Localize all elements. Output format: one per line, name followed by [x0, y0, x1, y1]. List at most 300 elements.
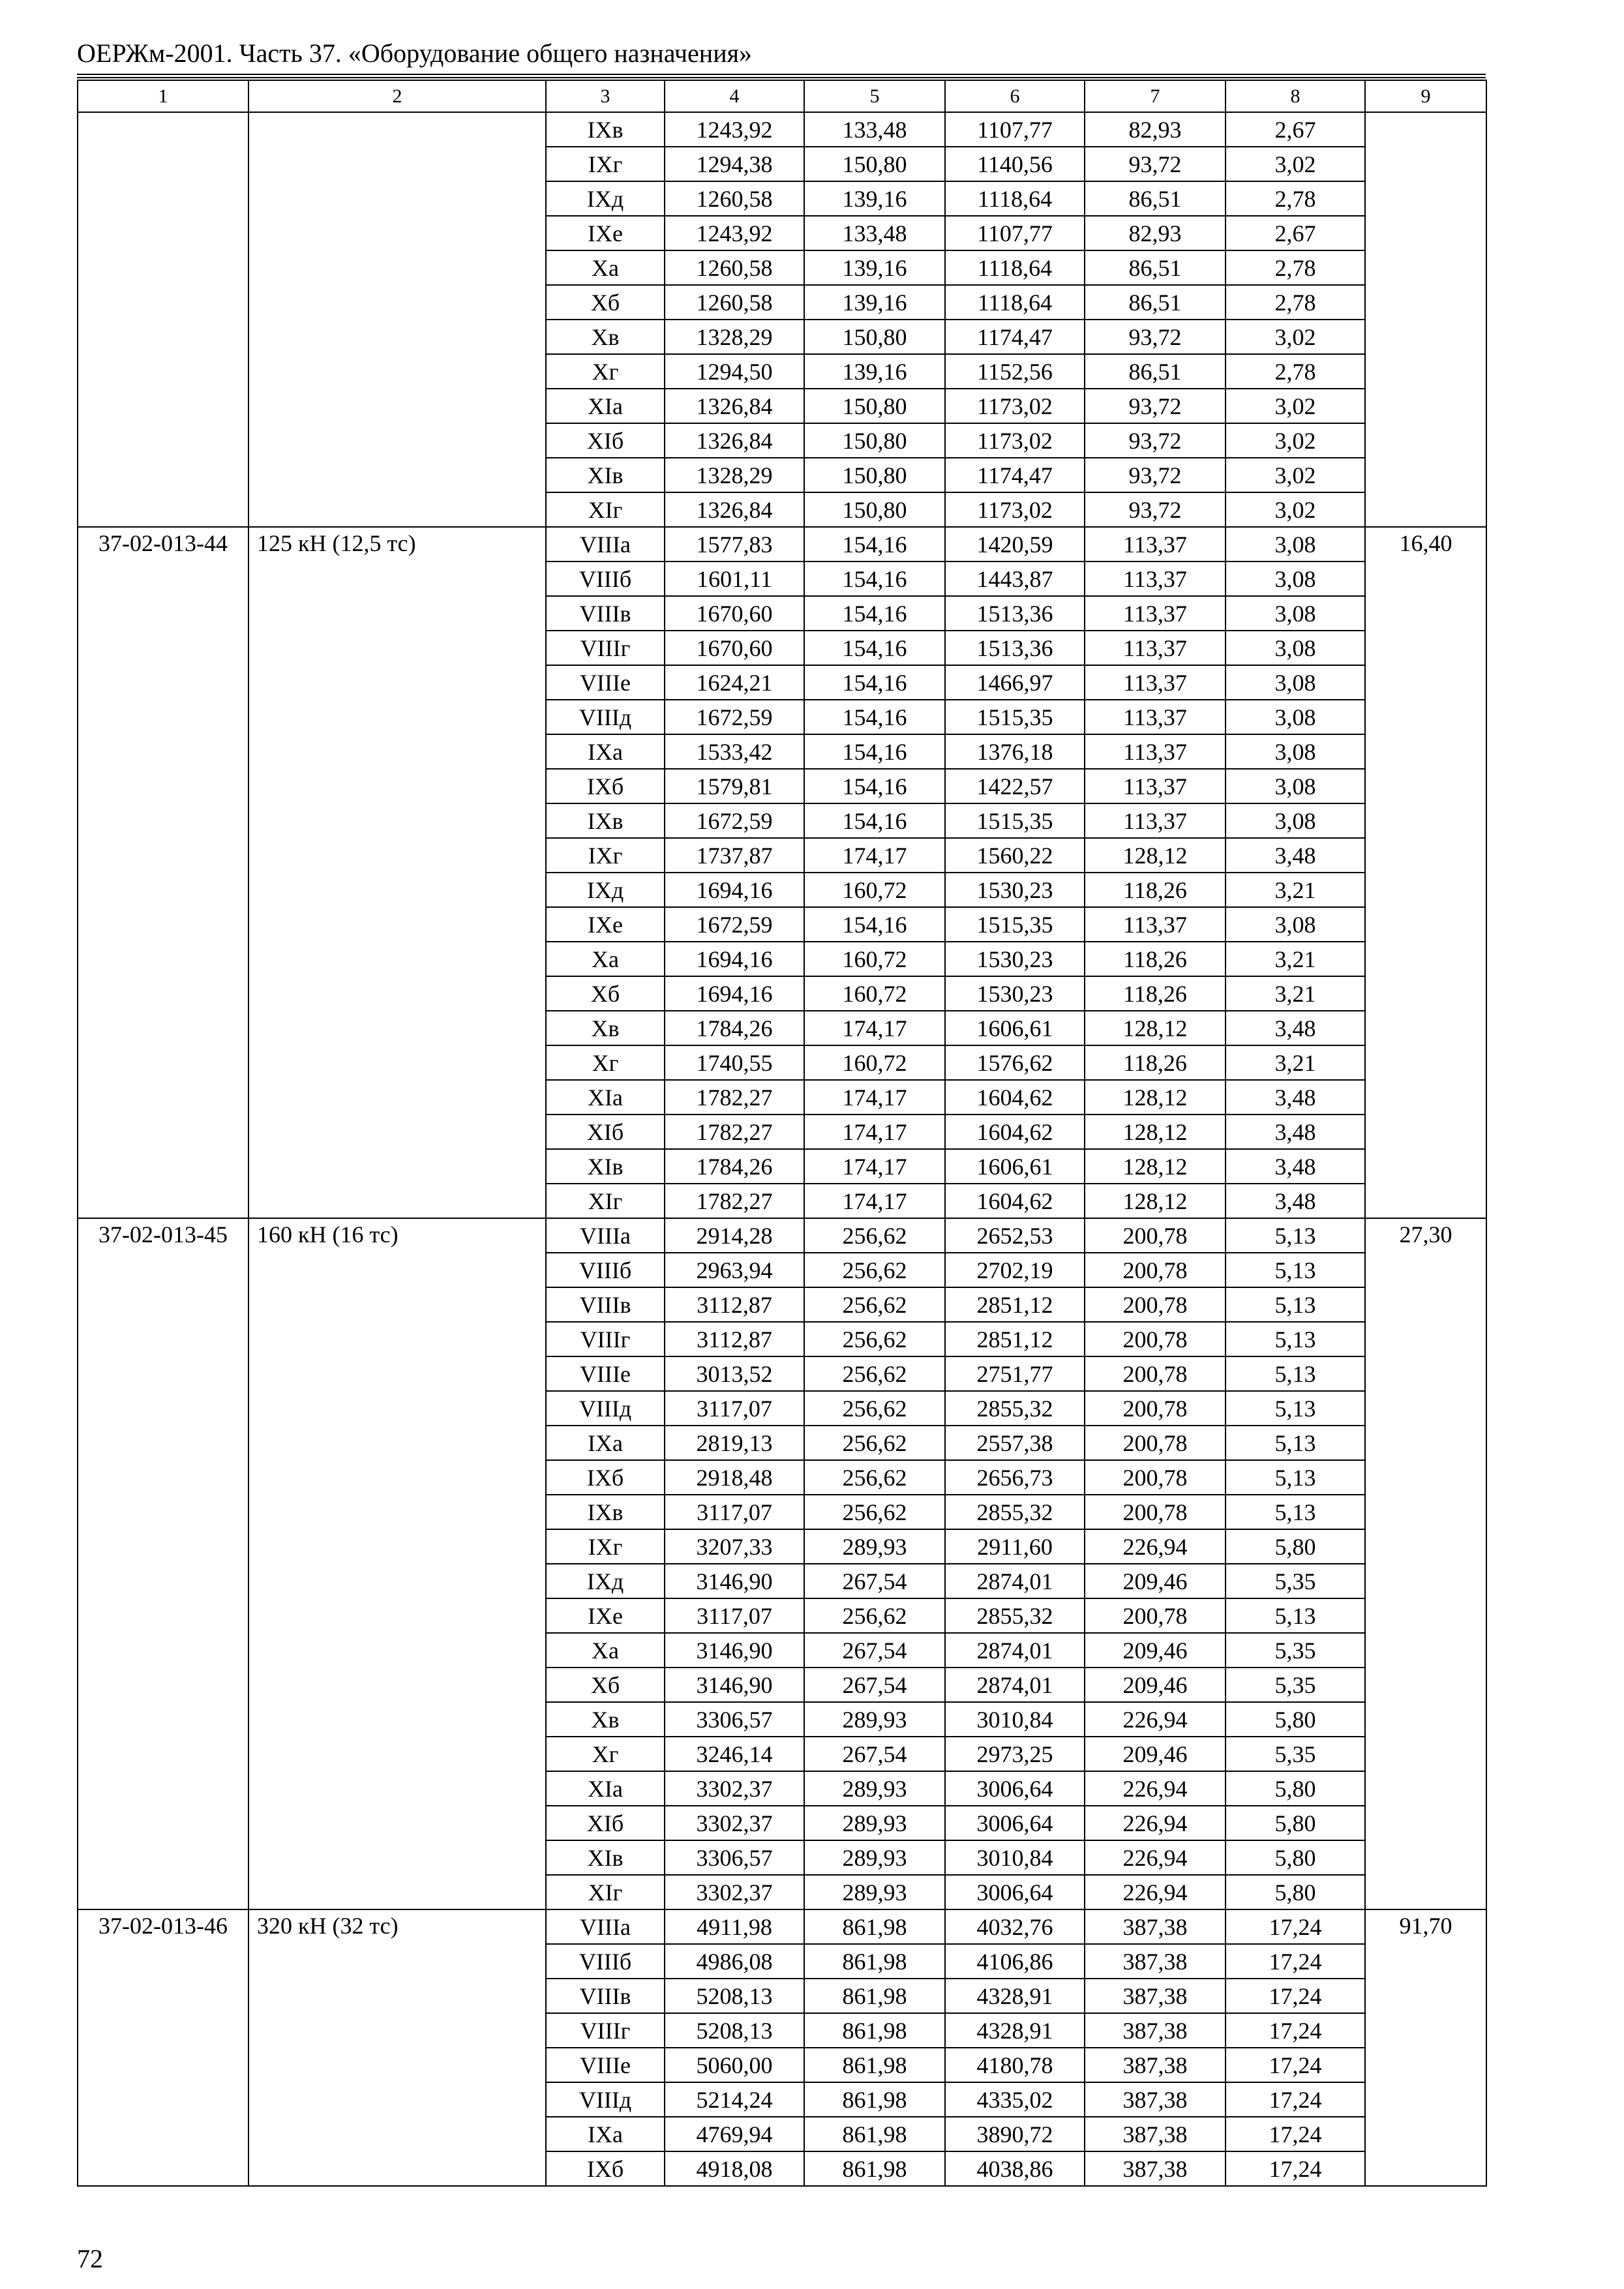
rate-code: 37-02-013-44	[78, 527, 248, 1218]
cell-materials: 5,13	[1226, 1495, 1365, 1529]
cell-drivers: 209,46	[1085, 1633, 1226, 1668]
rate-code: 37-02-013-45	[78, 1218, 248, 1909]
cell-drivers: 113,37	[1085, 769, 1226, 803]
cell-labor: 154,16	[804, 769, 945, 803]
cell-total: 4918,08	[665, 2151, 804, 2186]
cell-machines: 4106,86	[945, 1944, 1085, 1979]
cell-machines: 3890,72	[945, 2117, 1085, 2151]
cell-materials: 3,48	[1226, 1011, 1365, 1045]
table-row	[78, 1909, 1486, 1944]
cell-machines: 1604,62	[945, 1115, 1085, 1149]
cell-materials: 2,67	[1226, 112, 1365, 147]
cell-zone: XIа	[546, 1080, 665, 1115]
cell-machines: 4038,86	[945, 2151, 1085, 2186]
cell-drivers: 200,78	[1085, 1253, 1226, 1287]
cell-materials: 2,78	[1226, 354, 1365, 389]
cell-zone: IXд	[546, 1564, 665, 1598]
cell-machines: 2855,32	[945, 1391, 1085, 1426]
cell-zone: Xг	[546, 1045, 665, 1080]
rate-weight: 91,70	[1365, 1909, 1486, 2186]
cell-materials: 3,08	[1226, 596, 1365, 631]
cell-total: 3146,90	[665, 1668, 804, 1702]
cell-drivers: 226,94	[1085, 1875, 1226, 1909]
cell-zone: IXа	[546, 734, 665, 769]
cell-labor: 256,62	[804, 1356, 945, 1391]
cell-total: 3302,37	[665, 1806, 804, 1840]
cell-total: 1782,27	[665, 1080, 804, 1115]
cell-total: 3246,14	[665, 1737, 804, 1771]
cell-labor: 256,62	[804, 1391, 945, 1426]
cell-drivers: 200,78	[1085, 1322, 1226, 1356]
cell-machines: 3006,64	[945, 1806, 1085, 1840]
cell-machines: 1422,57	[945, 769, 1085, 803]
cell-drivers: 113,37	[1085, 665, 1226, 700]
cell-total: 3302,37	[665, 1875, 804, 1909]
cell-total: 2963,94	[665, 1253, 804, 1287]
cell-drivers: 387,38	[1085, 2117, 1226, 2151]
cell-zone: Xб	[546, 1668, 665, 1702]
cell-zone: XIа	[546, 1771, 665, 1806]
cell-labor: 154,16	[804, 665, 945, 700]
cell-total: 1579,81	[665, 769, 804, 803]
cell-machines: 1576,62	[945, 1045, 1085, 1080]
cell-materials: 3,21	[1226, 1045, 1365, 1080]
cell-zone: IXв	[546, 803, 665, 838]
cell-labor: 154,16	[804, 561, 945, 596]
cell-drivers: 387,38	[1085, 2048, 1226, 2082]
cell-materials: 3,02	[1226, 492, 1365, 527]
table-row	[78, 112, 1486, 147]
cell-drivers: 118,26	[1085, 942, 1226, 976]
cell-machines: 1140,56	[945, 147, 1085, 181]
cell-labor: 256,62	[804, 1287, 945, 1322]
cell-labor: 160,72	[804, 873, 945, 907]
column-number-6: 6	[945, 80, 1085, 112]
cell-machines: 2855,32	[945, 1495, 1085, 1529]
cell-labor: 861,98	[804, 2013, 945, 2048]
cell-total: 1670,60	[665, 631, 804, 665]
cell-drivers: 387,38	[1085, 1979, 1226, 2013]
cell-labor: 256,62	[804, 1322, 945, 1356]
cell-materials: 3,48	[1226, 838, 1365, 873]
cell-drivers: 209,46	[1085, 1564, 1226, 1598]
cell-labor: 174,17	[804, 1011, 945, 1045]
cell-machines: 2874,01	[945, 1564, 1085, 1598]
cell-labor: 256,62	[804, 1253, 945, 1287]
cell-machines: 1515,35	[945, 803, 1085, 838]
cell-zone: Xа	[546, 1633, 665, 1668]
cell-zone: Xг	[546, 1737, 665, 1771]
cell-materials: 3,21	[1226, 873, 1365, 907]
cell-zone: VIIIа	[546, 1909, 665, 1944]
cell-zone: VIIIе	[546, 665, 665, 700]
cell-labor: 139,16	[804, 181, 945, 216]
cell-labor: 174,17	[804, 1115, 945, 1149]
cell-drivers: 113,37	[1085, 803, 1226, 838]
cell-drivers: 226,94	[1085, 1806, 1226, 1840]
cell-labor: 861,98	[804, 2048, 945, 2082]
cell-zone: IXд	[546, 873, 665, 907]
column-number-1: 1	[78, 80, 248, 112]
cell-drivers: 128,12	[1085, 1080, 1226, 1115]
cell-machines: 4328,91	[945, 1979, 1085, 2013]
cell-labor: 160,72	[804, 942, 945, 976]
cell-machines: 1173,02	[945, 492, 1085, 527]
cell-zone: XIв	[546, 458, 665, 492]
cell-zone: Xв	[546, 1702, 665, 1737]
cell-zone: XIв	[546, 1840, 665, 1875]
cell-machines: 4180,78	[945, 2048, 1085, 2082]
cell-labor: 174,17	[804, 1080, 945, 1115]
cell-materials: 3,02	[1226, 389, 1365, 423]
cell-total: 1737,87	[665, 838, 804, 873]
cell-materials: 3,08	[1226, 700, 1365, 734]
cell-drivers: 128,12	[1085, 1011, 1226, 1045]
cell-materials: 3,08	[1226, 665, 1365, 700]
cell-labor: 267,54	[804, 1564, 945, 1598]
cell-total: 5214,24	[665, 2082, 804, 2117]
cell-total: 1260,58	[665, 250, 804, 285]
cell-zone: VIIIв	[546, 1979, 665, 2013]
cell-drivers: 82,93	[1085, 216, 1226, 250]
cell-total: 1784,26	[665, 1011, 804, 1045]
cell-labor: 289,93	[804, 1840, 945, 1875]
cell-labor: 267,54	[804, 1668, 945, 1702]
cell-labor: 139,16	[804, 250, 945, 285]
cell-materials: 3,48	[1226, 1080, 1365, 1115]
cell-total: 1294,50	[665, 354, 804, 389]
cell-total: 1243,92	[665, 112, 804, 147]
cell-zone: VIIIб	[546, 561, 665, 596]
cell-materials: 5,80	[1226, 1702, 1365, 1737]
cell-total: 3117,07	[665, 1495, 804, 1529]
cell-machines: 2973,25	[945, 1737, 1085, 1771]
cell-labor: 150,80	[804, 423, 945, 458]
rate-name: 125 кН (12,5 тс)	[248, 527, 546, 1218]
cell-machines: 1530,23	[945, 873, 1085, 907]
cell-materials: 5,13	[1226, 1356, 1365, 1391]
rate-name: 320 кН (32 тс)	[248, 1909, 546, 2186]
cell-drivers: 113,37	[1085, 907, 1226, 942]
cell-drivers: 93,72	[1085, 423, 1226, 458]
cell-machines: 1513,36	[945, 631, 1085, 665]
cell-labor: 289,93	[804, 1702, 945, 1737]
cell-total: 1601,11	[665, 561, 804, 596]
cell-zone: IXд	[546, 181, 665, 216]
cell-zone: VIIIе	[546, 2048, 665, 2082]
cell-materials: 5,80	[1226, 1840, 1365, 1875]
cell-zone: VIIIг	[546, 631, 665, 665]
cell-zone: IXг	[546, 1529, 665, 1564]
rate-code	[78, 112, 248, 527]
cell-materials: 3,08	[1226, 769, 1365, 803]
cell-labor: 256,62	[804, 1426, 945, 1460]
cell-total: 2914,28	[665, 1218, 804, 1253]
cell-labor: 256,62	[804, 1495, 945, 1529]
cell-machines: 2874,01	[945, 1633, 1085, 1668]
rate-weight: 27,30	[1365, 1218, 1486, 1909]
cell-drivers: 82,93	[1085, 112, 1226, 147]
cell-total: 1672,59	[665, 907, 804, 942]
cell-labor: 174,17	[804, 838, 945, 873]
cell-drivers: 113,37	[1085, 527, 1226, 561]
cell-drivers: 86,51	[1085, 181, 1226, 216]
header-rule-top	[77, 74, 1486, 75]
cell-machines: 2855,32	[945, 1598, 1085, 1633]
cell-drivers: 209,46	[1085, 1668, 1226, 1702]
cell-materials: 3,08	[1226, 527, 1365, 561]
cell-materials: 5,13	[1226, 1287, 1365, 1322]
table-row	[78, 1218, 1486, 1253]
cell-zone: IXв	[546, 112, 665, 147]
cell-drivers: 128,12	[1085, 838, 1226, 873]
cell-drivers: 86,51	[1085, 354, 1226, 389]
cell-labor: 139,16	[804, 285, 945, 320]
cell-drivers: 226,94	[1085, 1529, 1226, 1564]
cell-labor: 861,98	[804, 1909, 945, 1944]
cell-materials: 3,02	[1226, 147, 1365, 181]
cell-total: 1784,26	[665, 1149, 804, 1184]
cell-total: 1782,27	[665, 1184, 804, 1218]
cell-machines: 1118,64	[945, 181, 1085, 216]
cell-total: 3306,57	[665, 1702, 804, 1737]
cell-materials: 5,13	[1226, 1426, 1365, 1460]
cell-labor: 861,98	[804, 2117, 945, 2151]
cell-materials: 17,24	[1226, 2013, 1365, 2048]
cell-machines: 2851,12	[945, 1322, 1085, 1356]
cell-total: 2918,48	[665, 1460, 804, 1495]
cell-zone: Xа	[546, 250, 665, 285]
cell-machines: 1466,97	[945, 665, 1085, 700]
rate-code: 37-02-013-46	[78, 1909, 248, 2186]
cell-materials: 3,02	[1226, 458, 1365, 492]
cell-machines: 1107,77	[945, 112, 1085, 147]
cell-materials: 17,24	[1226, 1909, 1365, 1944]
cell-machines: 1174,47	[945, 320, 1085, 354]
cell-drivers: 387,38	[1085, 2082, 1226, 2117]
cell-zone: IXг	[546, 838, 665, 873]
cell-total: 3112,87	[665, 1287, 804, 1322]
cell-drivers: 387,38	[1085, 1909, 1226, 1944]
cell-labor: 861,98	[804, 2082, 945, 2117]
cell-zone: IXа	[546, 1426, 665, 1460]
cell-drivers: 93,72	[1085, 492, 1226, 527]
cell-materials: 5,13	[1226, 1322, 1365, 1356]
cell-materials: 5,35	[1226, 1737, 1365, 1771]
cell-machines: 2656,73	[945, 1460, 1085, 1495]
cell-zone: VIIIв	[546, 596, 665, 631]
cell-machines: 1118,64	[945, 250, 1085, 285]
cell-labor: 150,80	[804, 147, 945, 181]
cell-machines: 1560,22	[945, 838, 1085, 873]
cell-labor: 256,62	[804, 1218, 945, 1253]
cell-labor: 154,16	[804, 803, 945, 838]
cell-drivers: 113,37	[1085, 561, 1226, 596]
cell-labor: 154,16	[804, 631, 945, 665]
cell-materials: 17,24	[1226, 1944, 1365, 1979]
cell-drivers: 113,37	[1085, 631, 1226, 665]
cell-labor: 256,62	[804, 1598, 945, 1633]
page-header-title: ОЕРЖм-2001. Часть 37. «Оборудование общего назначения»	[77, 38, 752, 68]
cell-materials: 3,08	[1226, 734, 1365, 769]
cell-total: 3112,87	[665, 1322, 804, 1356]
cell-zone: Xв	[546, 1011, 665, 1045]
cell-drivers: 118,26	[1085, 1045, 1226, 1080]
cell-machines: 1376,18	[945, 734, 1085, 769]
cell-zone: IXв	[546, 1495, 665, 1529]
cell-materials: 2,78	[1226, 181, 1365, 216]
cell-labor: 150,80	[804, 389, 945, 423]
column-number-4: 4	[665, 80, 804, 112]
cell-materials: 5,35	[1226, 1668, 1365, 1702]
cell-labor: 154,16	[804, 527, 945, 561]
cell-drivers: 128,12	[1085, 1115, 1226, 1149]
cell-zone: IXе	[546, 907, 665, 942]
rates-table	[77, 80, 1487, 2187]
cell-labor: 154,16	[804, 596, 945, 631]
cell-machines: 1152,56	[945, 354, 1085, 389]
cell-labor: 150,80	[804, 492, 945, 527]
cell-zone: Xг	[546, 354, 665, 389]
cell-machines: 1606,61	[945, 1149, 1085, 1184]
cell-zone: Xв	[546, 320, 665, 354]
cell-total: 1694,16	[665, 942, 804, 976]
cell-total: 1326,84	[665, 389, 804, 423]
cell-zone: IXб	[546, 1460, 665, 1495]
cell-labor: 139,16	[804, 354, 945, 389]
cell-machines: 2702,19	[945, 1253, 1085, 1287]
cell-labor: 289,93	[804, 1771, 945, 1806]
cell-zone: VIIIд	[546, 700, 665, 734]
cell-labor: 289,93	[804, 1875, 945, 1909]
cell-materials: 3,08	[1226, 907, 1365, 942]
cell-materials: 3,21	[1226, 942, 1365, 976]
cell-machines: 4032,76	[945, 1909, 1085, 1944]
cell-drivers: 209,46	[1085, 1737, 1226, 1771]
rate-weight: 16,40	[1365, 527, 1486, 1218]
cell-labor: 154,16	[804, 734, 945, 769]
cell-machines: 1420,59	[945, 527, 1085, 561]
cell-labor: 861,98	[804, 2151, 945, 2186]
cell-labor: 289,93	[804, 1529, 945, 1564]
cell-materials: 3,02	[1226, 320, 1365, 354]
table-row	[78, 527, 1486, 561]
cell-machines: 1443,87	[945, 561, 1085, 596]
cell-total: 3117,07	[665, 1391, 804, 1426]
cell-machines: 1604,62	[945, 1080, 1085, 1115]
cell-drivers: 113,37	[1085, 734, 1226, 769]
cell-labor: 256,62	[804, 1460, 945, 1495]
cell-labor: 150,80	[804, 458, 945, 492]
cell-total: 3013,52	[665, 1356, 804, 1391]
cell-materials: 17,24	[1226, 2151, 1365, 2186]
cell-total: 1243,92	[665, 216, 804, 250]
cell-zone: VIIIб	[546, 1253, 665, 1287]
cell-machines: 1530,23	[945, 942, 1085, 976]
cell-zone: VIIIг	[546, 2013, 665, 2048]
column-number-3: 3	[546, 80, 665, 112]
cell-materials: 17,24	[1226, 2048, 1365, 2082]
cell-labor: 133,48	[804, 112, 945, 147]
cell-zone: VIIIв	[546, 1287, 665, 1322]
cell-drivers: 200,78	[1085, 1426, 1226, 1460]
cell-labor: 861,98	[804, 1944, 945, 1979]
rate-name: 160 кН (16 тс)	[248, 1218, 546, 1909]
cell-machines: 2557,38	[945, 1426, 1085, 1460]
cell-materials: 17,24	[1226, 2082, 1365, 2117]
cell-machines: 1107,77	[945, 216, 1085, 250]
cell-zone: Xа	[546, 942, 665, 976]
cell-drivers: 86,51	[1085, 285, 1226, 320]
cell-drivers: 200,78	[1085, 1218, 1226, 1253]
cell-machines: 4335,02	[945, 2082, 1085, 2117]
cell-zone: XIб	[546, 423, 665, 458]
cell-total: 4769,94	[665, 2117, 804, 2151]
rate-weight	[1365, 112, 1486, 527]
cell-labor: 267,54	[804, 1633, 945, 1668]
cell-zone: XIв	[546, 1149, 665, 1184]
cell-materials: 5,35	[1226, 1633, 1365, 1668]
cell-zone: VIIIд	[546, 2082, 665, 2117]
cell-machines: 1118,64	[945, 285, 1085, 320]
cell-machines: 1606,61	[945, 1011, 1085, 1045]
cell-machines: 2911,60	[945, 1529, 1085, 1564]
cell-machines: 4328,91	[945, 2013, 1085, 2048]
cell-zone: VIIIг	[546, 1322, 665, 1356]
cell-zone: XIг	[546, 1184, 665, 1218]
cell-zone: VIIIа	[546, 1218, 665, 1253]
cell-total: 3146,90	[665, 1633, 804, 1668]
cell-drivers: 200,78	[1085, 1356, 1226, 1391]
cell-drivers: 200,78	[1085, 1287, 1226, 1322]
cell-total: 3146,90	[665, 1564, 804, 1598]
cell-labor: 133,48	[804, 216, 945, 250]
column-number-2: 2	[248, 80, 546, 112]
cell-total: 1294,38	[665, 147, 804, 181]
cell-total: 5208,13	[665, 1979, 804, 2013]
cell-labor: 289,93	[804, 1806, 945, 1840]
cell-zone: VIIIа	[546, 527, 665, 561]
cell-materials: 3,08	[1226, 803, 1365, 838]
cell-materials: 5,13	[1226, 1460, 1365, 1495]
cell-materials: 5,13	[1226, 1218, 1365, 1253]
cell-labor: 174,17	[804, 1149, 945, 1184]
cell-total: 1577,83	[665, 527, 804, 561]
cell-materials: 5,13	[1226, 1598, 1365, 1633]
cell-zone: VIIIб	[546, 1944, 665, 1979]
cell-drivers: 200,78	[1085, 1495, 1226, 1529]
cell-total: 5208,13	[665, 2013, 804, 2048]
cell-materials: 3,08	[1226, 561, 1365, 596]
cell-zone: XIб	[546, 1806, 665, 1840]
cell-total: 1672,59	[665, 803, 804, 838]
cell-machines: 1515,35	[945, 907, 1085, 942]
cell-total: 1328,29	[665, 320, 804, 354]
cell-materials: 5,13	[1226, 1253, 1365, 1287]
cell-materials: 3,08	[1226, 631, 1365, 665]
cell-machines: 3010,84	[945, 1702, 1085, 1737]
cell-total: 2819,13	[665, 1426, 804, 1460]
cell-materials: 2,67	[1226, 216, 1365, 250]
cell-drivers: 93,72	[1085, 147, 1226, 181]
cell-materials: 5,80	[1226, 1529, 1365, 1564]
cell-materials: 5,35	[1226, 1564, 1365, 1598]
cell-total: 1782,27	[665, 1115, 804, 1149]
cell-total: 1694,16	[665, 873, 804, 907]
cell-total: 1260,58	[665, 181, 804, 216]
cell-drivers: 226,94	[1085, 1840, 1226, 1875]
cell-drivers: 128,12	[1085, 1149, 1226, 1184]
